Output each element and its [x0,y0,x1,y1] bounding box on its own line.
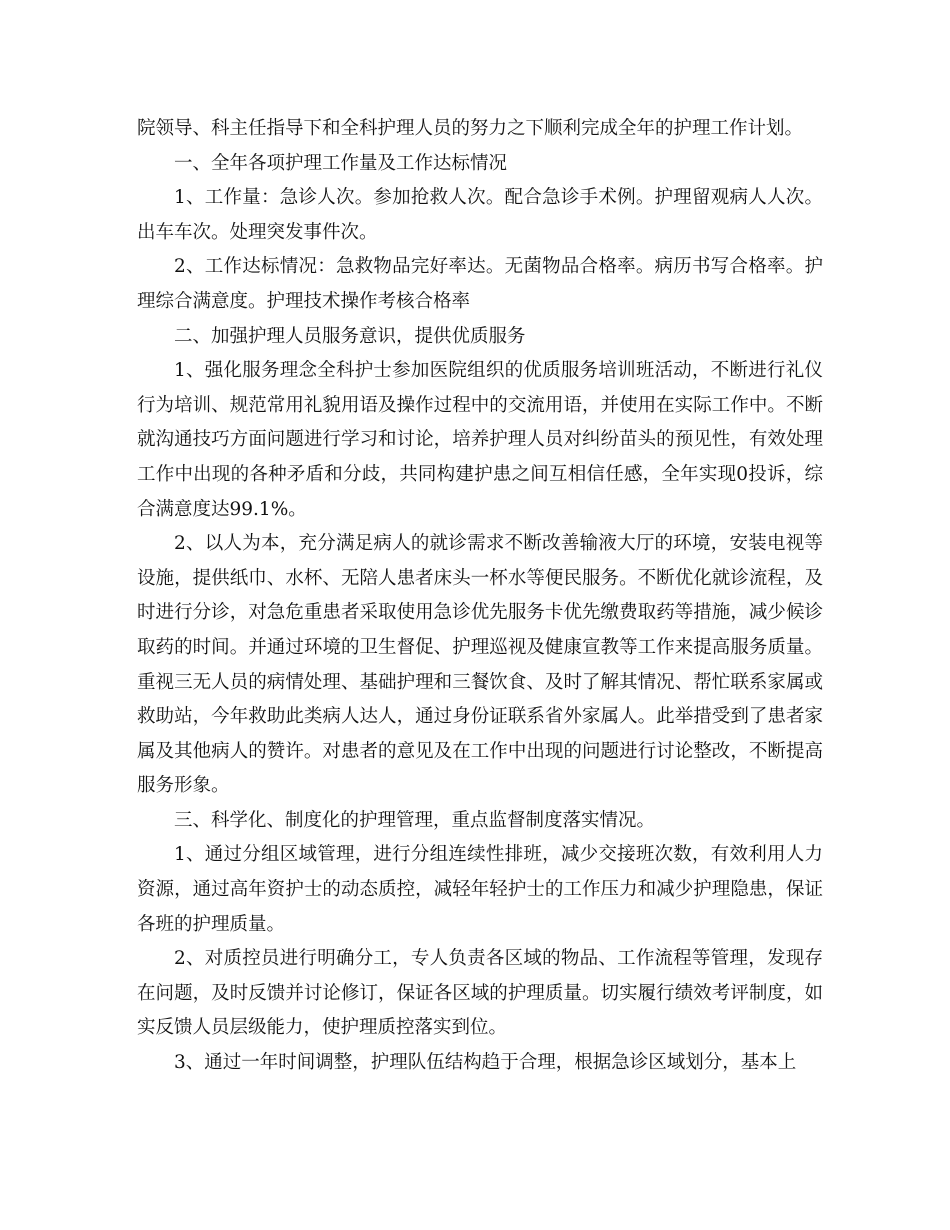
section-heading-2: 二、加强护理人员服务意识，提供优质服务 [174,325,526,347]
document-body [137,112,823,1081]
paragraph-standards: 2、工作达标情况：急救物品完好率达。无菌物品合格率。病历书写合格率。护理综合满意度。护理技术操作考核合格率 [137,256,823,312]
paragraph-quality-control: 2、对质控员进行明确分工，专人负责各区域的物品、工作流程等管理，发现存在问题，及时反馈并讨论修订，保证各区域的护理质量。切实履行绩效考评制度，如实反馈人员层级能力，使护理质控落实到位。 [137,948,823,1039]
paragraph-patient-centered: 2、以人为本，充分满足病人的就诊需求不断改善输液大厅的环境，安装电视等设施，提供纸巾、水杯、无陪人患者床头一杯水等便民服务。不断优化就诊流程，及时进行分诊，对急危重患者采取使用急诊优先服务卡优先缴费取药等措施，减少候诊取药的时间。并通过环境的卫生督促、护理巡视及健康宣教等工作来提高服务质量。重视三无人员的病情处理、基础护理和三餐饮食、及时了解其情况、帮忙联系家属或救助站，今年救助此类病人达人，通过身份证联系省外家属人。此举措受到了患者家属及其他病人的赞许。对患者的意见及在工作中出现的问题进行讨论整改，不断提高服务形象。 [137,533,823,797]
paragraph-workload: 1、工作量：急诊人次。参加抢救人次。配合急诊手术例。护理留观病人人次。出车车次。处理突发事件次。 [137,187,823,243]
paragraph-continuation: 院领导、科主任指导下和全科护理人员的努力之下顺利完成全年的护理工作计划。 [137,118,804,139]
paragraph-team-structure: 3、通过一年时间调整，护理队伍结构趋于合理，根据急诊区域划分，基本上 [174,1052,797,1074]
section-heading-3: 三、科学化、制度化的护理管理，重点监督制度落实情况。 [174,809,656,831]
section-heading-1: 一、全年各项护理工作量及工作达标情况 [174,152,508,174]
paragraph-group-management: 1、通过分组区域管理，进行分组连续性排班，减少交接班次数，有效利用人力资源，通过高年资护士的动态质控，减轻年轻护士的工作压力和减少护理隐患，保证各班的护理质量。 [137,844,823,935]
paragraph-service-concept: 1、强化服务理念全科护士参加医院组织的优质服务培训班活动，不断进行礼仪行为培训、规范常用礼貌用语及操作过程中的交流用语，并使用在实际工作中。不断就沟通技巧方面问题进行学习和讨论，培养护理人员对纠纷苗头的预见性，有效处理工作中出现的各种矛盾和分歧，共同构建护患之间互相信任感，全年实现0投诉，综合满意度达99.1%。 [137,360,823,520]
